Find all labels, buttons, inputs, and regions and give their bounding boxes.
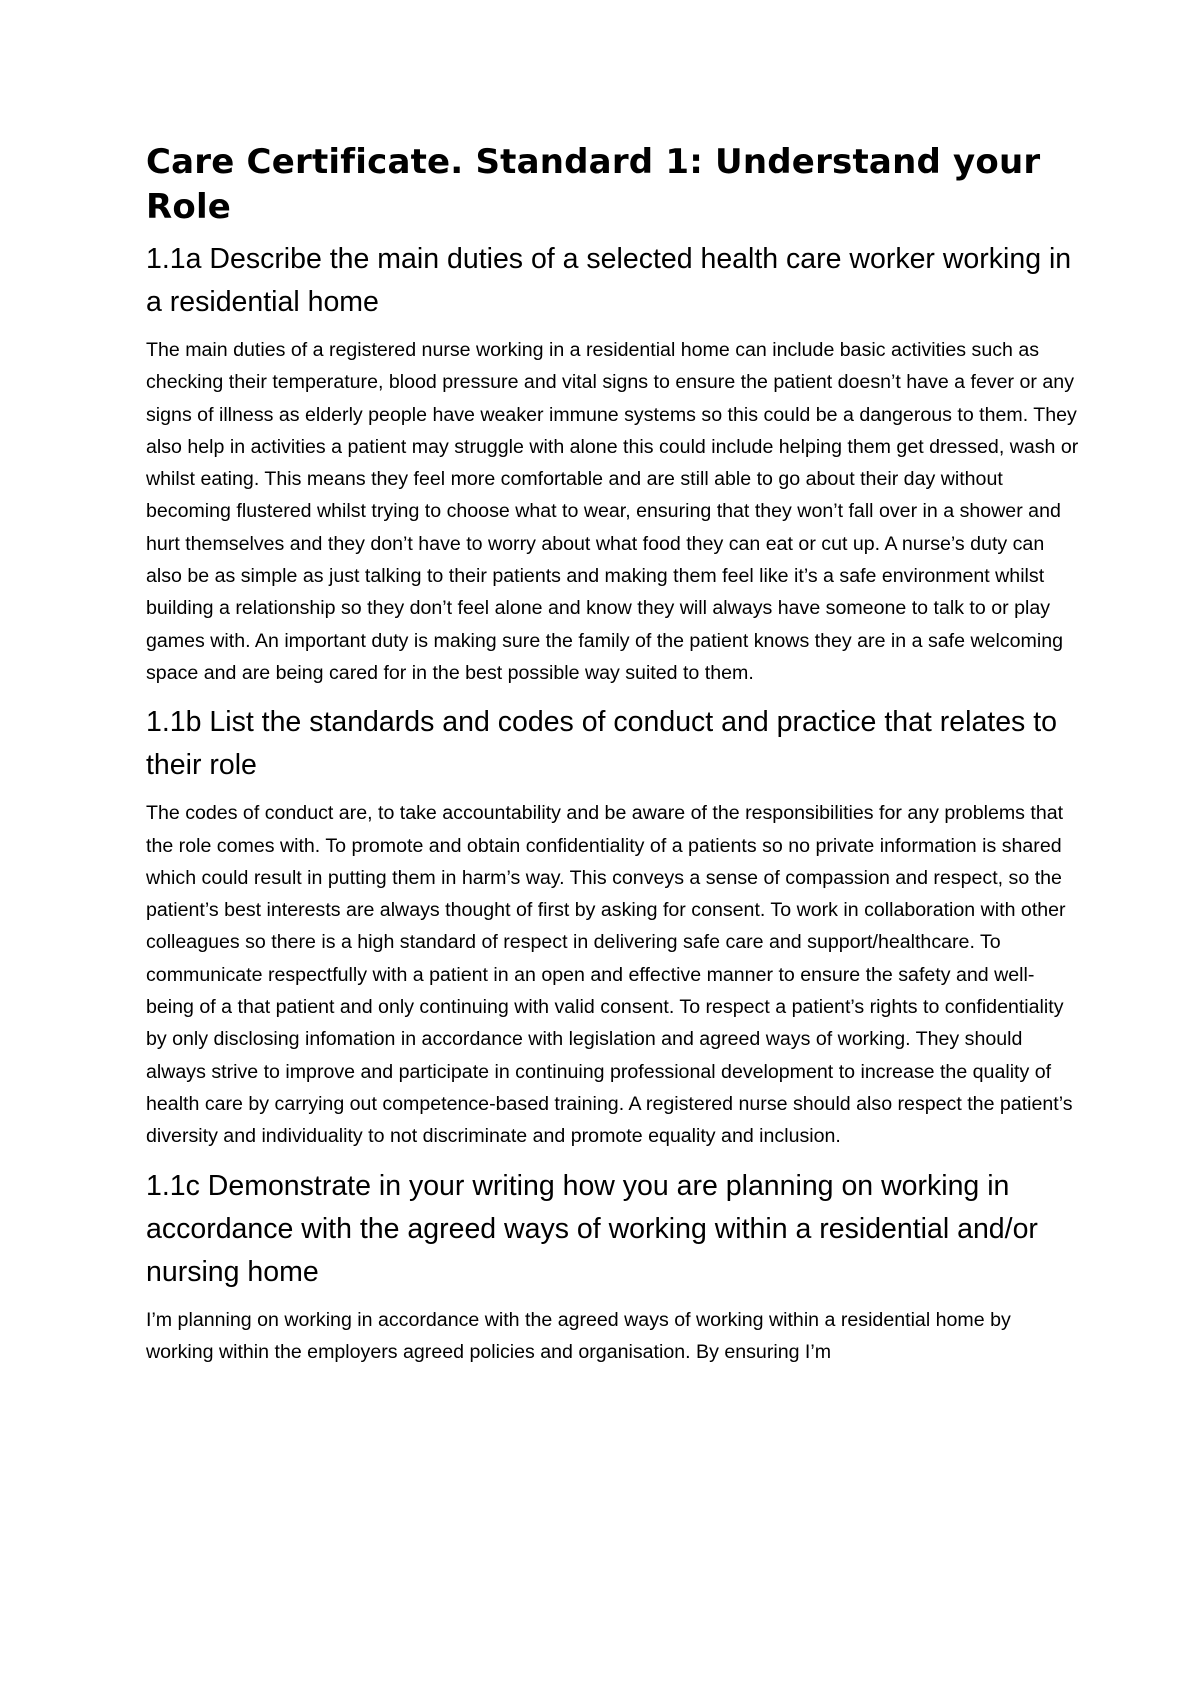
- section-body: The main duties of a registered nurse working in a residential home can include basic activities such as checking their temperature, blood pressure and vital signs to ensure the patient doesn’t have a fever or any signs of illness as elderly people have weaker immune systems so this could be a dangerous to them. They also help in activities a patient may struggle with alone this could include helping them get dressed, wash or whilst eating. This means they feel more comfortable and are still able to go about their day without becoming flustered whilst trying to choose what to wear, ensuring that they won’t fall over in a shower and hurt themselves and they don’t have to worry about what food they can eat or cut up. A nurse’s duty can also be as simple as just talking to their patients and making them feel like it’s a safe environment whilst building a relationship so they don’t feel alone and know they will always have someone to talk to or play games with. An important duty is making sure the family of the patient knows they are in a safe welcoming space and are being cared for in the best possible way suited to them.: [146, 339, 1079, 684]
- section-heading: 1.1b List the standards and codes of conduct and practice that relates to their role: [146, 706, 1057, 782]
- section-1-1c: [146, 1165, 1081, 1369]
- document-page: [146, 140, 1081, 1380]
- section-1-1b: [146, 701, 1081, 1152]
- document-title: Care Certificate. Standard 1: Understand your Role: [146, 142, 1041, 227]
- section-body: The codes of conduct are, to take accountability and be aware of the responsibilities for any problems that the role comes with. To promote and obtain confidentiality of a patients so no private information is shared which could result in putting them in harm’s way. This conveys a sense of compassion and respect, so the patient’s best interests are always thought of first by asking for consent. To work in collaboration with other colleagues so there is a high standard of respect in delivering safe care and support/healthcare. To communicate respectfully with a patient in an open and effective manner to ensure the safety and well-being of a that patient and only continuing with valid consent. To respect a patient’s rights to confidentiality by only disclosing infomation in accordance with legislation and agreed ways of working. They should always strive to improve and participate in continuing professional development to increase the quality of health care by carrying out competence-based training. A registered nurse should also respect the patient’s diversity and individuality to not discriminate and promote equality and inclusion.: [146, 802, 1073, 1148]
- section-heading: 1.1a Describe the main duties of a selected health care worker working in a residential home: [146, 243, 1072, 318]
- section-1-1a: [146, 238, 1081, 689]
- section-body: I’m planning on working in accordance with the agreed ways of working within a residential home by working within the employers agreed policies and organisation. By ensuring I’m: [146, 1308, 1011, 1363]
- section-heading: 1.1c Demonstrate in your writing how you are planning on working in accordance with the agreed ways of working within a residential and/or nursing home: [146, 1169, 1038, 1288]
